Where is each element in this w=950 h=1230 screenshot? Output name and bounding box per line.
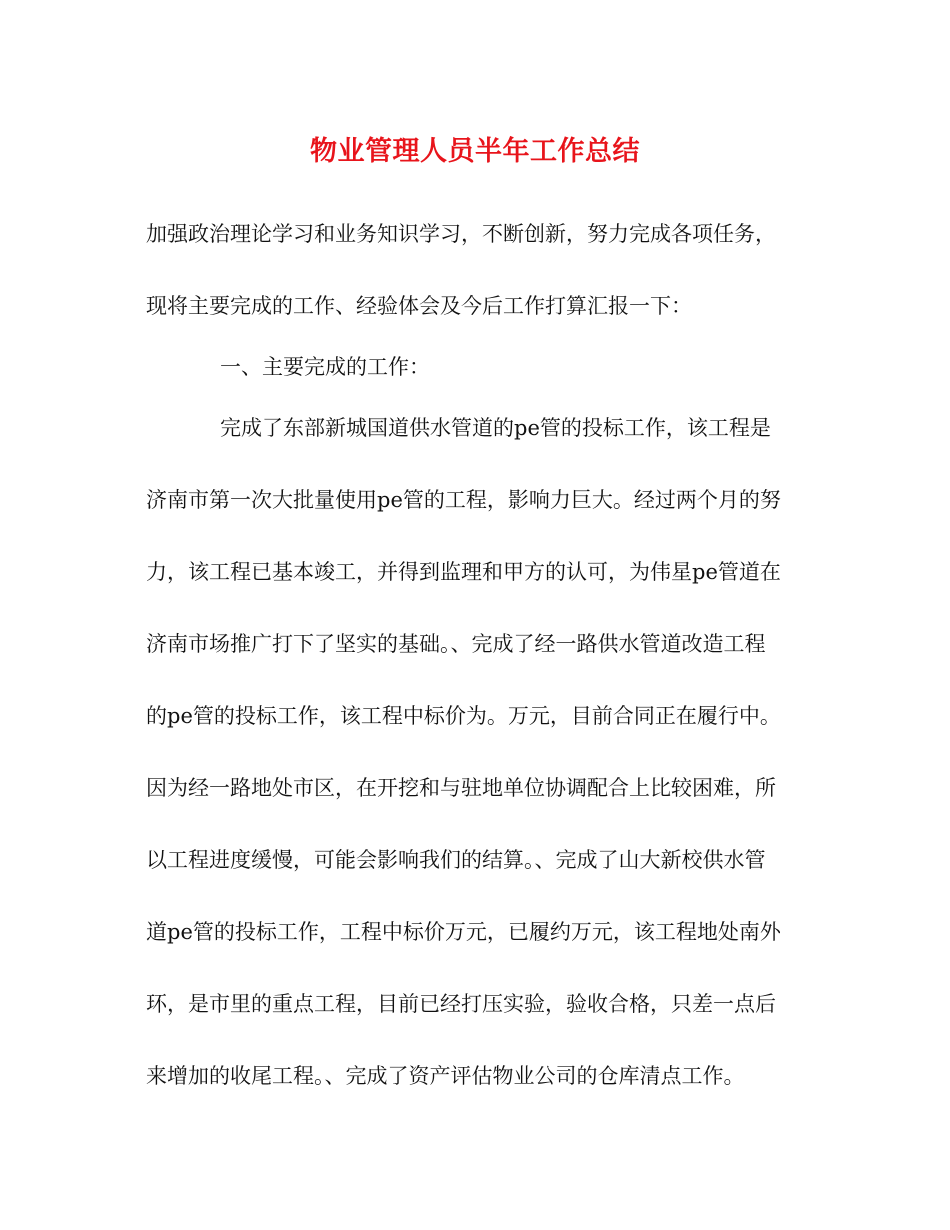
body-line-7: 济南市场推广打下了坚实的基础。、完成了经一路供水管道改造工程 — [146, 632, 766, 656]
body-line-6: 力，该工程已基本竣工，并得到监理和甲方的认可，为伟星pe管道在 — [146, 560, 781, 584]
body-line-2: 现将主要完成的工作、经验体会及今后工作打算汇报一下： — [146, 294, 692, 318]
body-line-11: 道pe管的投标工作，工程中标价万元，已履约万元，该工程地处南外 — [146, 920, 781, 944]
body-line-5: 济南市第一次大批量使用pe管的工程，影响力巨大。经过两个月的努 — [146, 488, 781, 512]
body-line-8: 的pe管的投标工作，该工程中标价为。万元，目前合同正在履行中。 — [146, 704, 781, 728]
body-line-13: 来增加的收尾工程。、完成了资产评估物业公司的仓库清点工作。 — [146, 1064, 745, 1088]
body-line-12: 环，是市里的重点工程，目前已经打压实验，验收合格，只差一点后 — [146, 992, 776, 1016]
body-line-4: 完成了东部新城国道供水管道的pe管的投标工作，该工程是 — [220, 416, 771, 440]
body-line-1: 加强政治理论学习和业务知识学习，不断创新，努力完成各项任务， — [146, 222, 776, 246]
document-title: 物业管理人员半年工作总结 — [310, 136, 640, 167]
body-line-10: 以工程进度缓慢，可能会影响我们的结算。、完成了山大新校供水管 — [146, 848, 766, 872]
section-heading-main-work: 一、主要完成的工作： — [220, 355, 430, 379]
body-line-9: 因为经一路地处市区，在开挖和与驻地单位协调配合上比较困难，所 — [146, 776, 776, 800]
